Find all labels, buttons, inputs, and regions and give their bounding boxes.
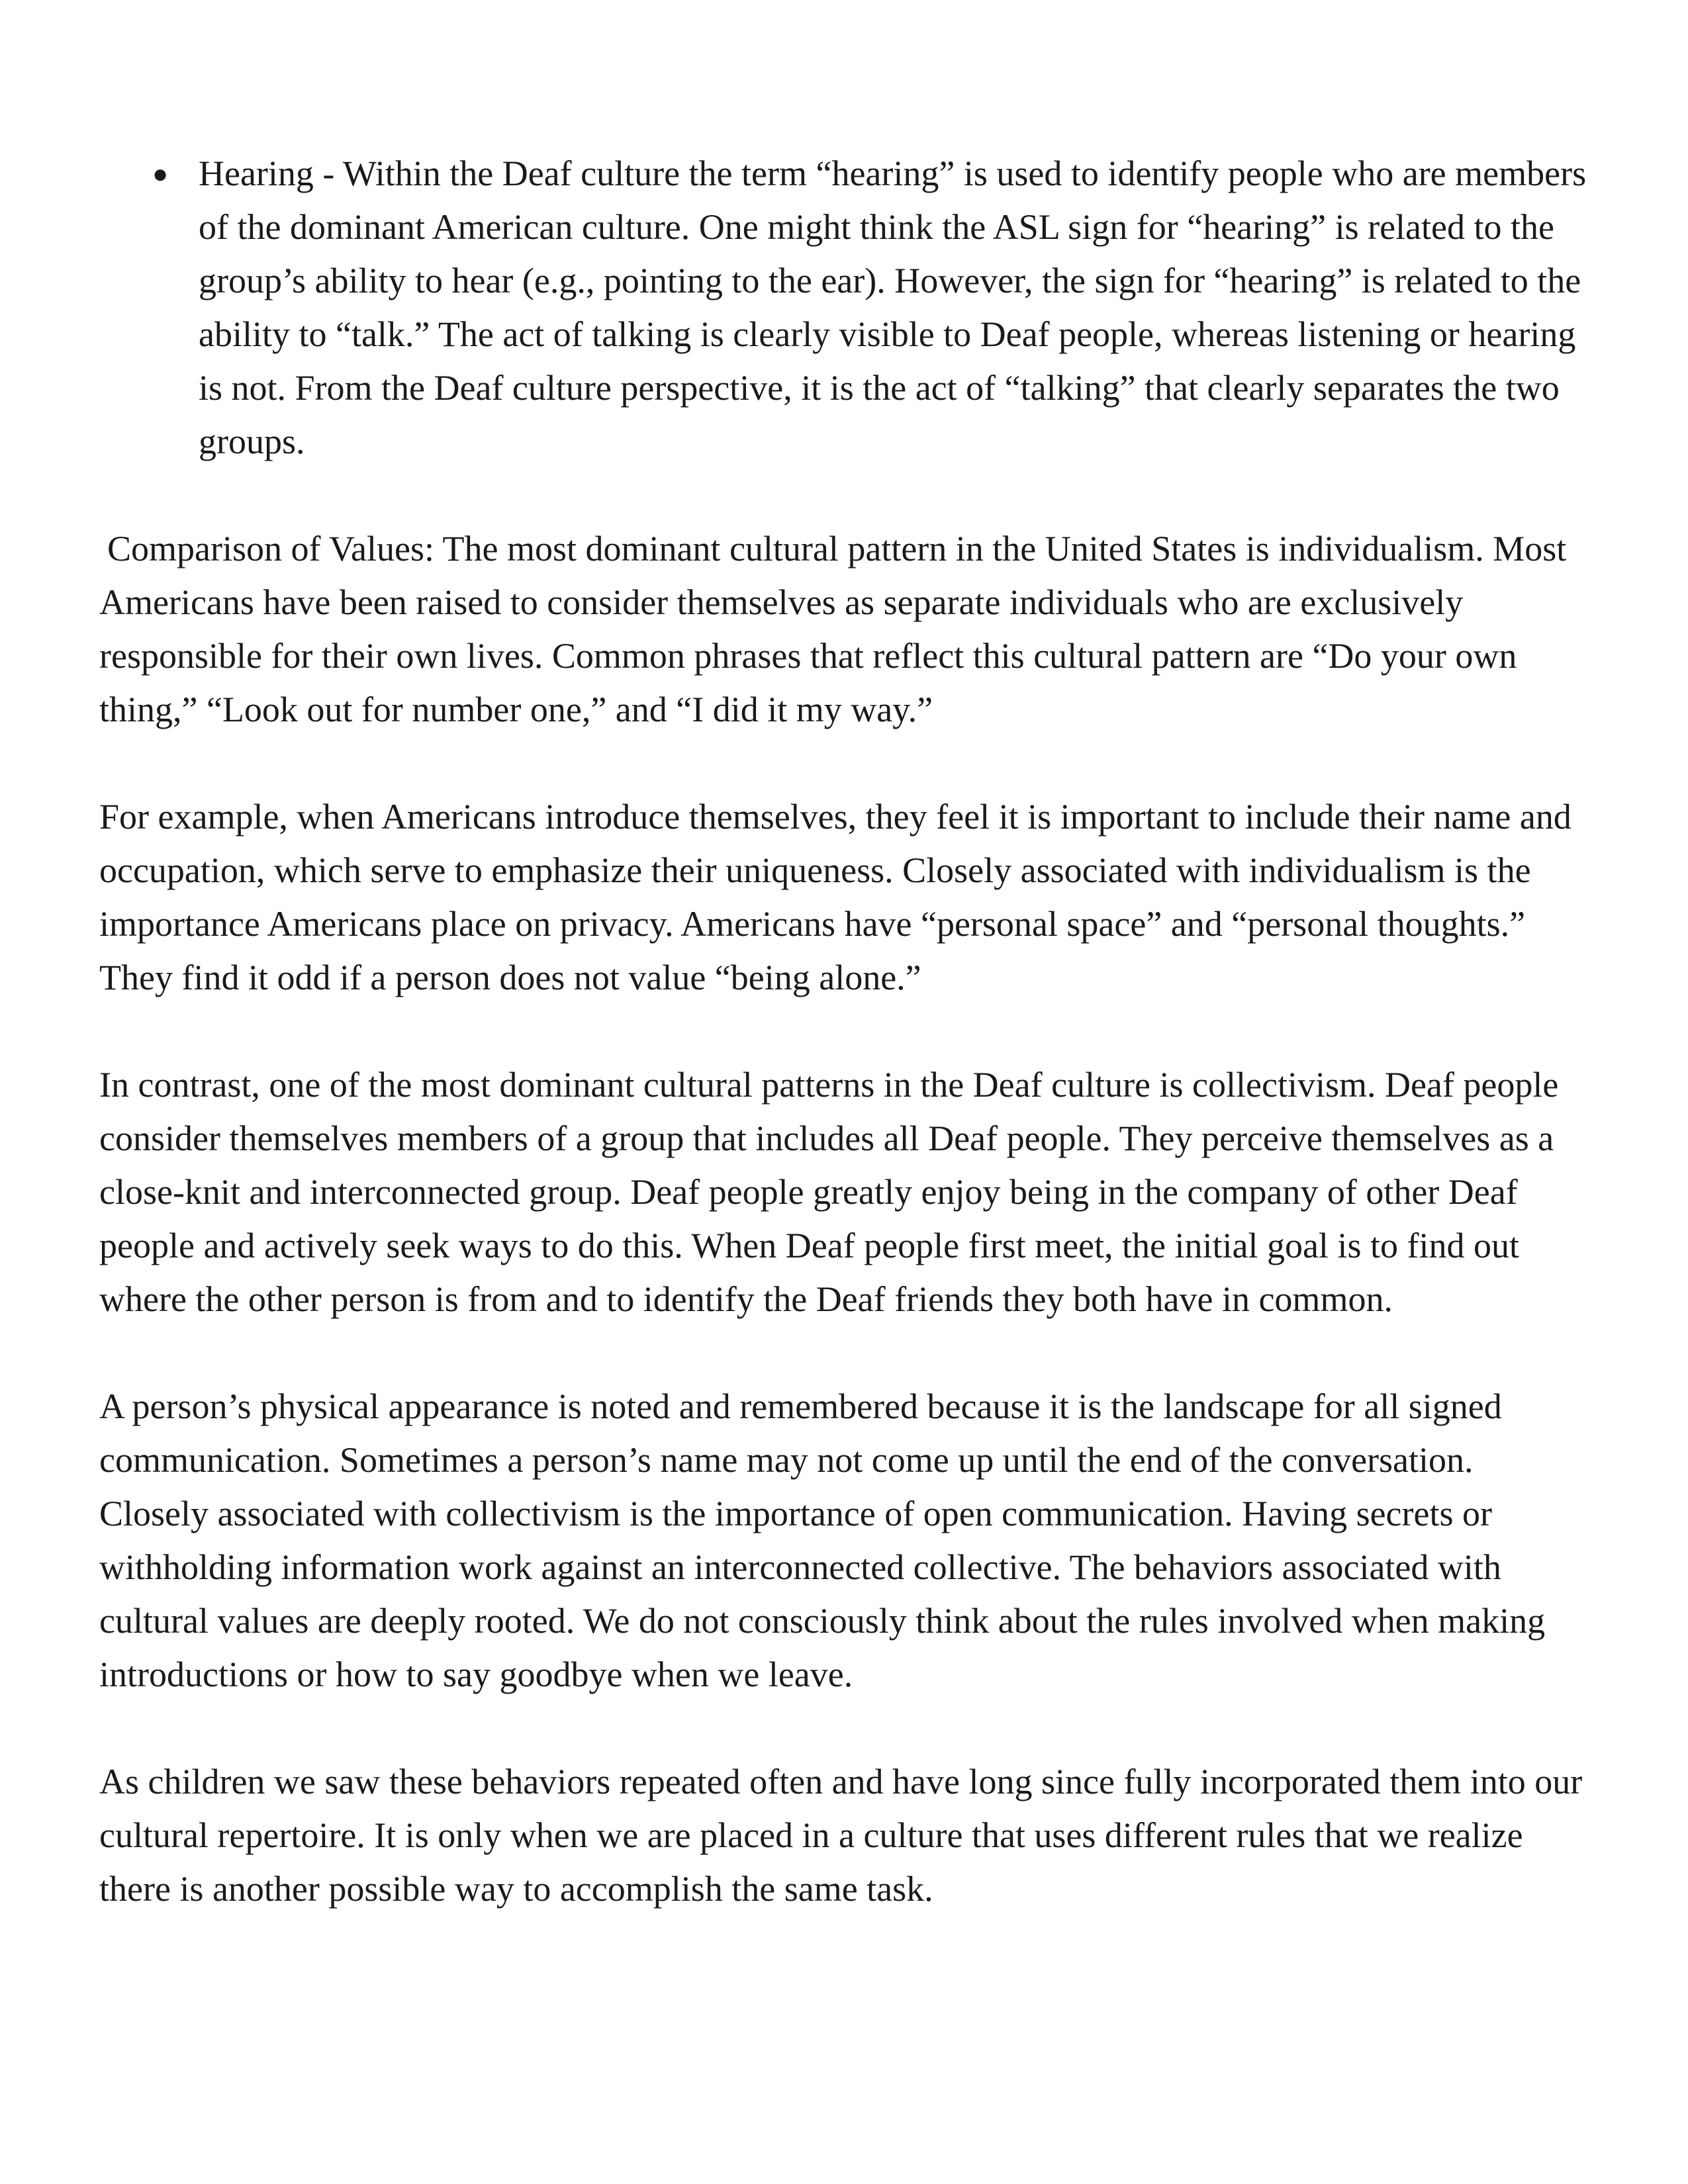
bullet-icon: ● [152,159,169,189]
paragraph-cultural-repertoire: As children we saw these behaviors repeated often and have long since fully incorporated them into our cultural repertoire. It is only when we are placed in a culture that uses different rules that we realize there is another possible way to accomplish the same task. [99,1762,1583,1909]
document-body [99,147,1589,1916]
paragraph-comparison-of-values: Comparison of Values: The most dominant cultural pattern in the United States is individualism. Most Americans have been raised to consider themselves as separate individuals who are exclusively responsible for their own lives. Common phrases that reflect this cultural pattern are “Do your own thing,” “Look out for number one,” and “I did it my way.” [99,529,1567,729]
paragraph-deaf-collectivism: In contrast, one of the most dominant cultural patterns in the Deaf culture is collectivism. Deaf people consider themselves members of a group that includes all Deaf people. They perceive themselves as a close-knit and interconnected group. Deaf people greatly enjoy being in the company of other Deaf people and actively seek ways to do this. When Deaf people first meet, the initial goal is to find out where the other person is from and to identify the Deaf friends they both have in common. [99,1065,1559,1319]
bullet-list [99,147,1589,469]
paragraph-physical-appearance: A person’s physical appearance is noted and remembered because it is the landscape for all signed communication. Sometimes a person’s name may not come up until the end of the conversation. Closely associated with collectivism is the importance of open communication. Having secrets or withholding information work against an interconnected collective. The behaviors associated with cultural values are deeply rooted. We do not consciously think about the rules involved when making introductions or how to say goodbye when we leave. [99,1387,1546,1694]
bullet-item-hearing [99,147,1589,469]
paragraph-americans-introductions: For example, when Americans introduce themselves, they feel it is important to include their name and occupation, which serve to emphasize their uniqueness. Closely associated with individualism is the importance Americans place on privacy. Americans have “personal space” and “personal thoughts.” They find it odd if a person does not value “being alone.” [99,797,1571,997]
bullet-text: Hearing - Within the Deaf culture the term “hearing” is used to identify people who are members of the dominant American culture. One might think the ASL sign for “hearing” is related to the group’s ability to hear (e.g., pointing to the ear). However, the sign for “hearing” is related to the ability to “talk.” The act of talking is clearly visible to Deaf people, whereas listening or hearing is not. From the Deaf culture perspective, it is the act of “talking” that clearly separates the two groups. [199,154,1587,461]
